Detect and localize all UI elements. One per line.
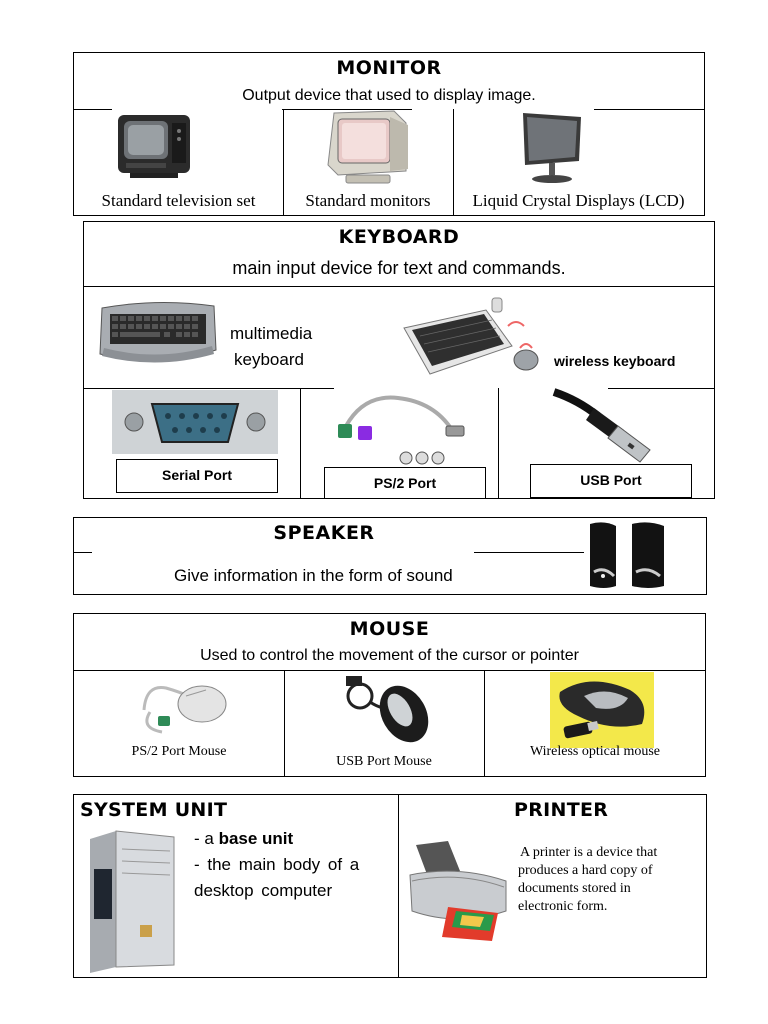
system-unit-line1-bold: base unit: [218, 829, 294, 848]
lcd-monitor-icon: [519, 111, 585, 185]
speaker-divider-right: [474, 552, 584, 553]
system-unit-line1-prefix: - a: [194, 829, 219, 848]
keyboard-section: [83, 221, 715, 499]
monitor-title: MONITOR: [336, 57, 442, 79]
system-unit-title: SYSTEM UNIT: [80, 799, 228, 821]
multimedia-keyboard-icon: [98, 298, 218, 368]
printer-text-line2: produces a hard copy of: [518, 863, 653, 878]
system-unit-line1: [194, 829, 293, 849]
mouse-divider: [74, 670, 705, 671]
monitor-item-tv-label: Standard television set: [101, 191, 256, 210]
monitor-item-crt-label: Standard monitors: [305, 191, 431, 210]
usb-port-label: USB Port: [530, 464, 692, 498]
mouse-item-usb-label: USB Port Mouse: [336, 754, 432, 769]
printer-title: PRINTER: [514, 799, 609, 821]
multimedia-keyboard-label-line1: multimedia: [230, 324, 313, 343]
wireless-keyboard-label: wireless keyboard: [554, 353, 676, 369]
printer-text-line1: A printer is a device that: [520, 845, 658, 860]
wireless-keyboard-icon: [400, 296, 546, 380]
system-unit-line3: desktop computer: [194, 881, 333, 900]
keyboard-col-divider-2: [498, 388, 499, 498]
wireless-mouse-icon: [550, 672, 654, 748]
speaker-section: [73, 517, 707, 595]
monitor-divider-right: [594, 109, 704, 110]
keyboard-divider-top: [84, 286, 714, 287]
system-unit-line2: - the main body of a: [194, 855, 360, 874]
crt-tv-icon: [116, 113, 192, 179]
usb-plug-icon: [554, 386, 664, 466]
inkjet-printer-icon: [408, 841, 512, 943]
crt-monitor-icon: [324, 109, 414, 187]
mouse-item-ps2-label: PS/2 Port Mouse: [131, 744, 227, 759]
mouse-description: Used to control the movement of the cursor or pointer: [200, 647, 579, 664]
usb-mouse-icon: [342, 674, 442, 750]
keyboard-col-divider-1: [300, 388, 301, 498]
ps2-cable-icon: [334, 390, 474, 468]
computer-tower-icon: [86, 829, 178, 975]
printer-text-line4: electronic form.: [518, 899, 608, 914]
speaker-divider: [74, 552, 92, 553]
monitor-divider-left: [74, 109, 112, 110]
serial-connector-icon: [112, 390, 278, 454]
monitor-section: [73, 52, 705, 216]
serial-port-label: Serial Port: [116, 459, 278, 493]
mouse-section: [73, 613, 706, 777]
mouse-item-wireless-label: Wireless optical mouse: [529, 744, 661, 759]
speakers-icon: [586, 520, 674, 592]
monitor-description: Output device that used to display image.: [242, 87, 536, 104]
ps2-port-label: PS/2 Port: [324, 467, 486, 499]
keyboard-title: KEYBOARD: [338, 226, 460, 248]
mouse-title: MOUSE: [349, 618, 430, 640]
ps2-mouse-icon: [136, 676, 232, 736]
keyboard-description: main input device for text and commands.: [232, 258, 566, 278]
speaker-description: Give information in the form of sound: [174, 566, 453, 585]
system-unit-printer-section: [73, 794, 707, 978]
multimedia-keyboard-label-line2: keyboard: [234, 350, 304, 369]
printer-text-line3: documents stored in: [518, 881, 631, 896]
speaker-title: SPEAKER: [273, 522, 375, 544]
monitor-item-lcd-label: Liquid Crystal Displays (LCD): [472, 191, 685, 210]
keyboard-divider-mid-left: [84, 388, 334, 389]
mouse-col-divider-2: [484, 670, 485, 776]
system-printer-divider: [398, 795, 399, 977]
